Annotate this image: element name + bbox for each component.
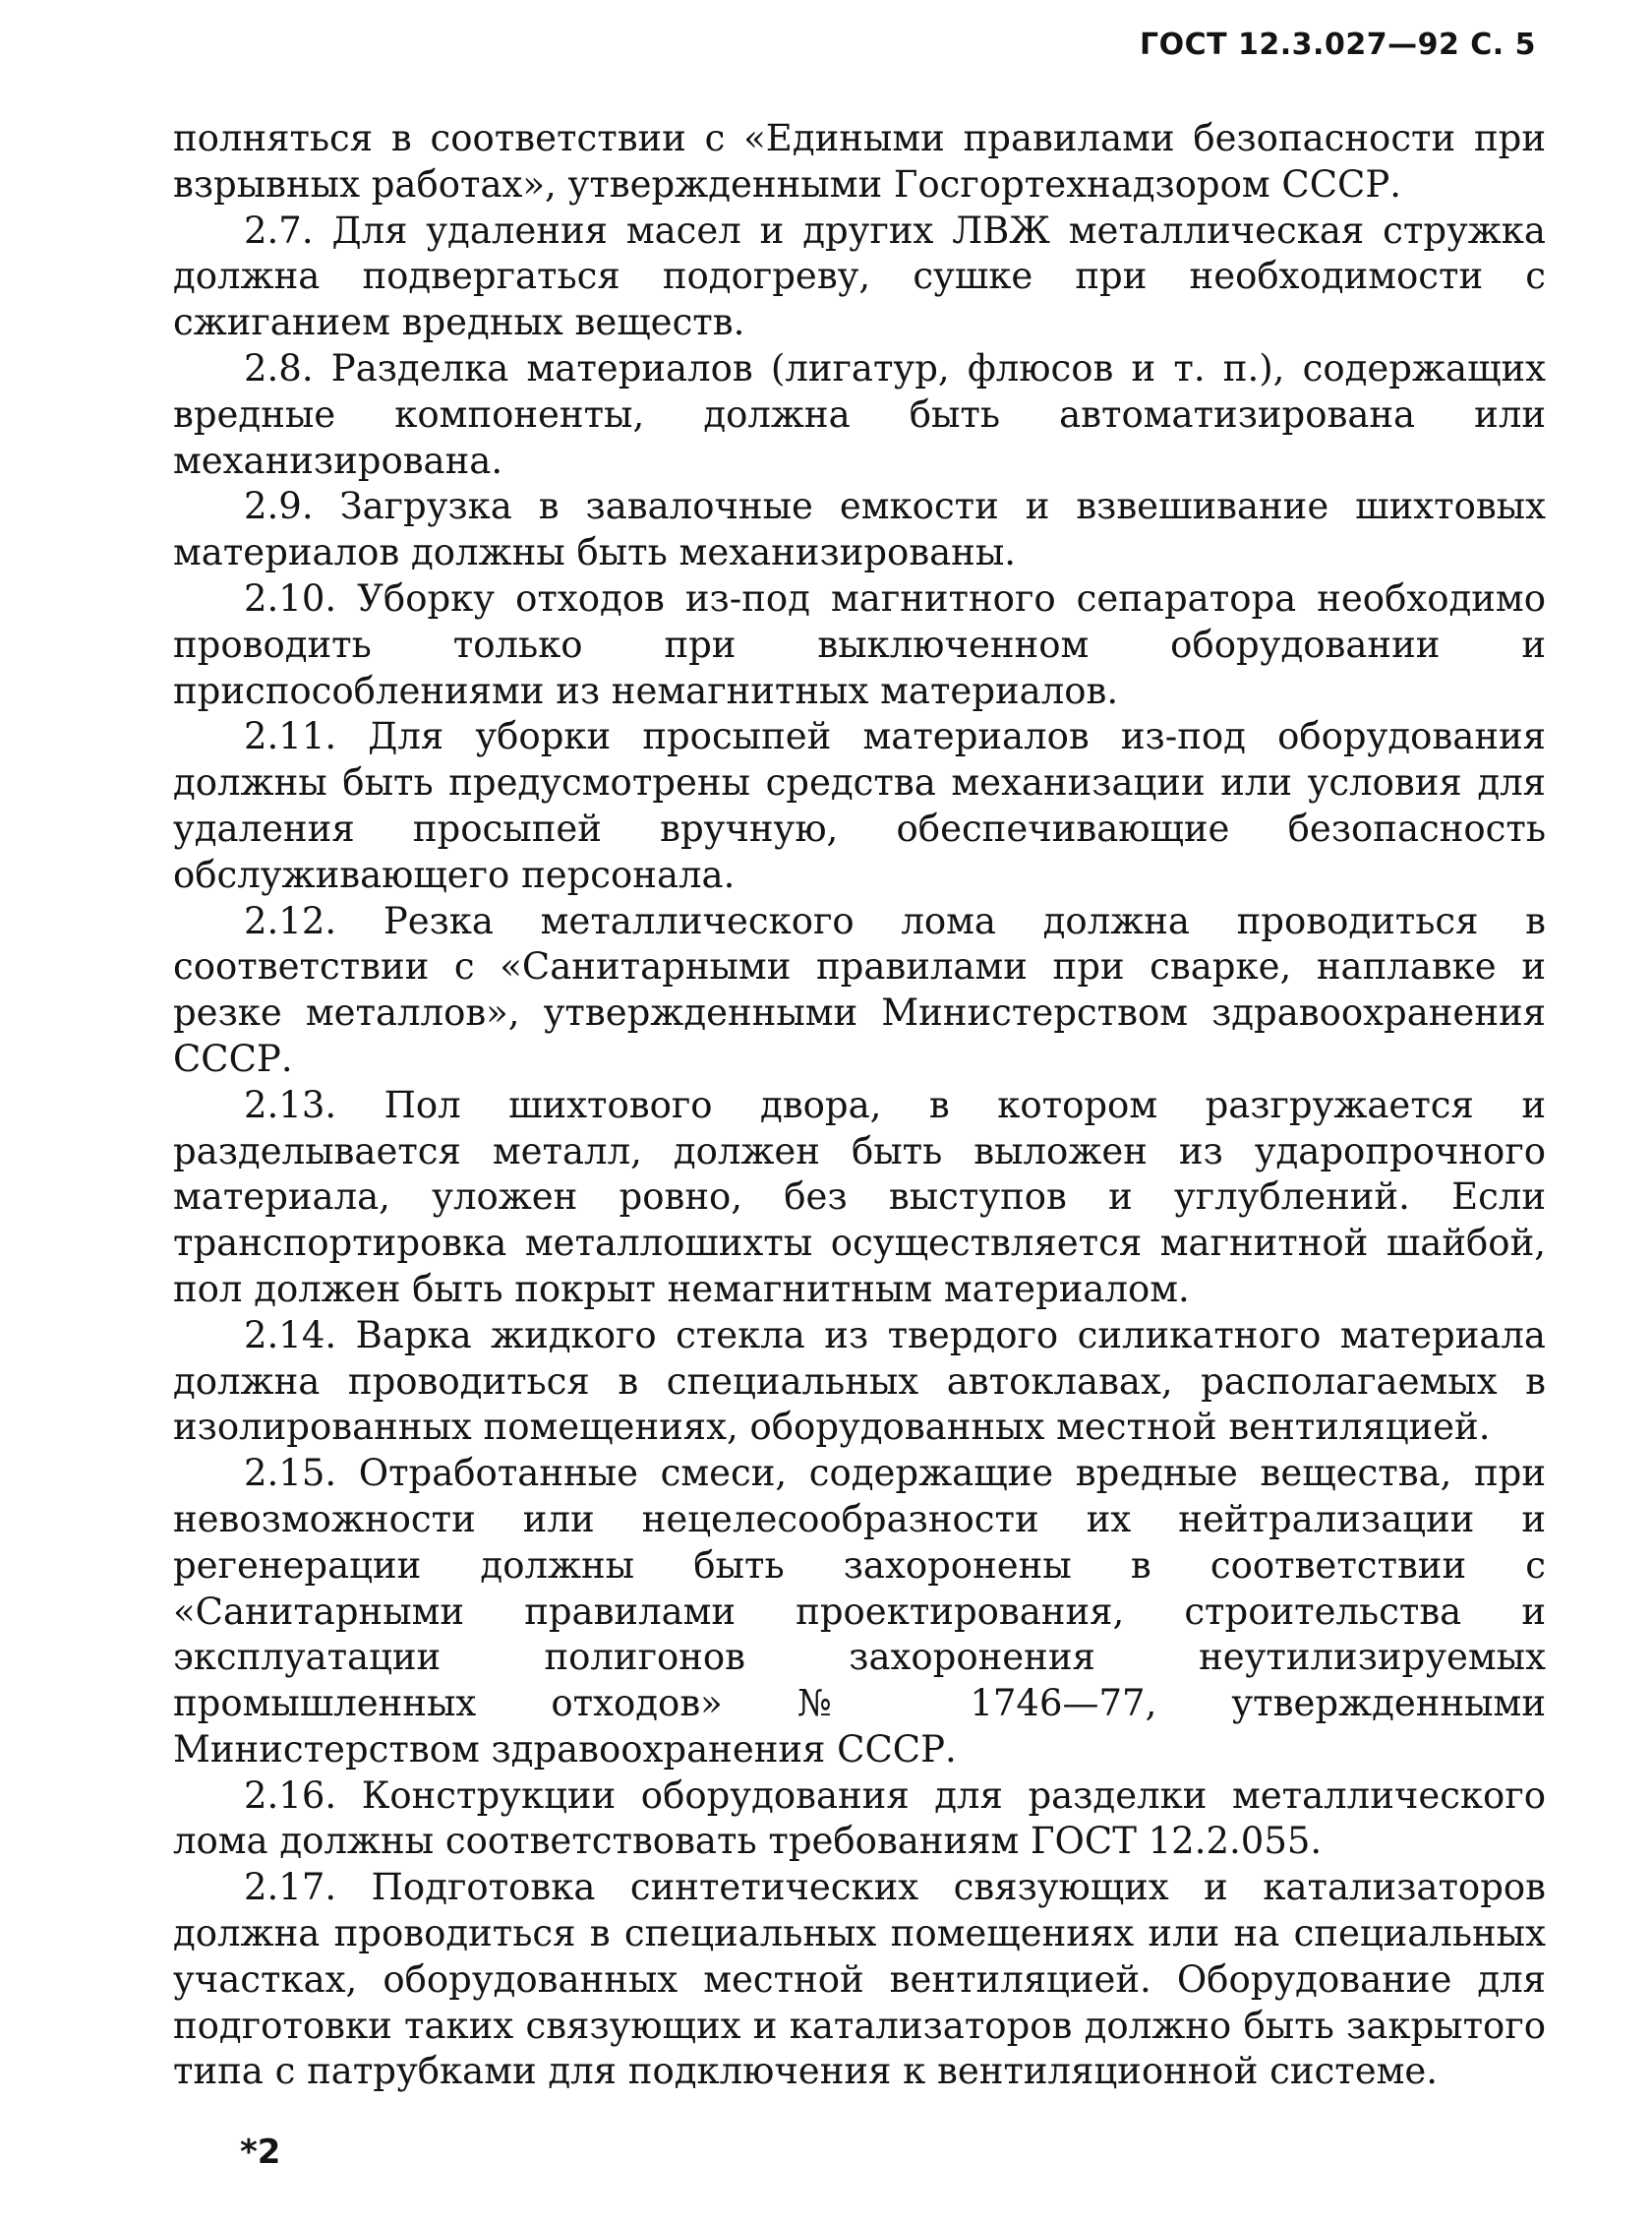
document-body bbox=[173, 116, 1546, 2095]
paragraph-2-10: 2.10. Уборку отходов из-под магнитного сепаратора необходимо проводить только при выключенном оборудовании и приспособлениями из немагнитных материалов. bbox=[173, 576, 1546, 712]
paragraph-2-12: 2.12. Резка металлического лома должна проводиться в соответствии с «Санитарными правилами при сварке, наплавке и резке металлов», утвержденными Министерством здравоохранения СССР. bbox=[173, 899, 1546, 1080]
paragraph-2-9: 2.9. Загрузка в завалочные емкости и взвешивание шихтовых материалов должны быть механизированы. bbox=[173, 485, 1546, 574]
paragraph-2-11: 2.11. Для уборки просыпей материалов из-под оборудования должны быть предусмотрены средства механизации или условия для удаления просыпей вручную, обеспечивающие безопасность обслуживающего персонала. bbox=[173, 715, 1546, 896]
paragraph-2-13: 2.13. Пол шихтового двора, в котором разгружается и разделывается металл, должен быть выложен из ударопрочного материала, уложен ровно, без выступов и углублений. Если транспортировка металлошихты осуществляется магнитной шайбой, пол должен быть покрыт немагнитным материалом. bbox=[173, 1083, 1546, 1310]
paragraph-2-15: 2.15. Отработанные смеси, содержащие вредные вещества, при невозможности или нецелесообразности их нейтрализации и регенерации должны быть захоронены в соответствии с «Санитарными правилами проектирования, строительства и эксплуатации полигонов захоронения неутилизируемых промышленных отходов» № 1746—77, утвержденными Министерством здравоохранения СССР. bbox=[173, 1452, 1546, 1771]
paragraph-continuation: полняться в соответствии с «Едиными правилами безопасности при взрывных работах», утвержденными Госгортехнадзором СССР. bbox=[173, 117, 1546, 206]
paragraph-2-17: 2.17. Подготовка синтетических связующих и катализаторов должна проводиться в специальных помещениях или на специальных участках, оборудованных местной вентиляцией. Оборудование для подготовки таких связующих и катализаторов должно быть закрытого типа с патрубками для подключения к вентиляционной системе. bbox=[173, 1866, 1546, 2093]
signature-mark: *2 bbox=[240, 2132, 281, 2172]
paragraph-2-16: 2.16. Конструкции оборудования для разделки металлического лома должны соответствовать требованиям ГОСТ 12.2.055. bbox=[173, 1773, 1546, 1863]
paragraph-2-14: 2.14. Варка жидкого стекла из твердого силикатного материала должна проводиться в специальных автоклавах, располагаемых в изолированных помещениях, оборудованных местной вентиляцией. bbox=[173, 1313, 1546, 1449]
paragraph-2-8: 2.8. Разделка материалов (лигатур, флюсов и т. п.), содержащих вредные компоненты, должна быть автоматизирована или механизирована. bbox=[173, 346, 1546, 482]
page-header: ГОСТ 12.3.027—92 С. 5 bbox=[1139, 28, 1536, 62]
paragraph-2-7: 2.7. Для удаления масел и других ЛВЖ металлическая стружка должна подвергаться подогреву, сушке при необходимости с сжиганием вредных веществ. bbox=[173, 209, 1546, 344]
